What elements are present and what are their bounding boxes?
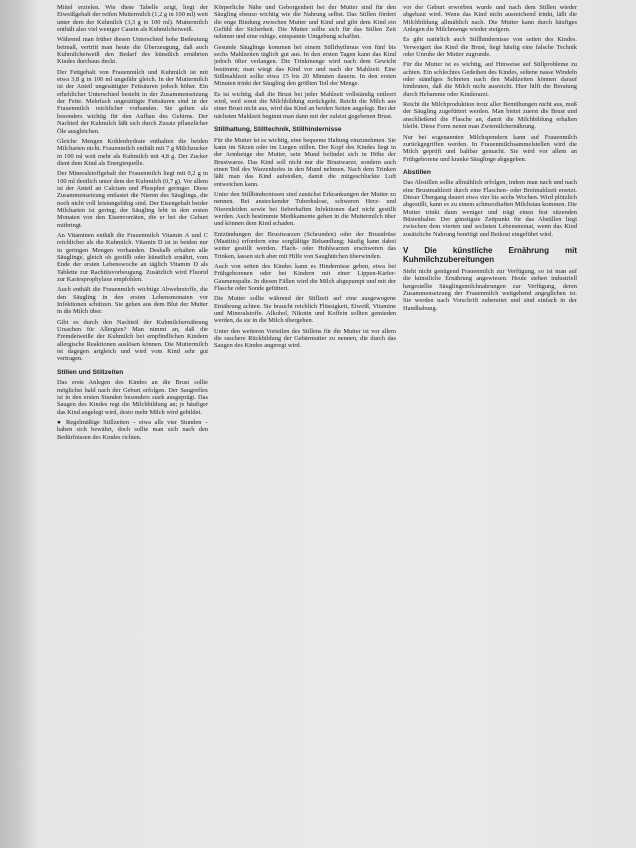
paragraph: Der Fettgehalt von Frauenmilch und Kuhmilch ist mit etwa 3,8 g in 100 ml ungefähr gleich. In der Muttermilch ist der Anteil ungesättigter Fettsäuren jedoch höher. Ein erheblicher Unterschied besteht in der Zusammensetzung der Fette. Mehrfach ungesättigte Fettsäuren sind in der Frauenmilch reichlicher vorhanden. Sie gelten als besonders wichtig für den Aufbau des Gehirns. Der Nachteil der Kuhmilch läßt sich durch Zusatz pflanzlicher Öle ausgleichen. xyxy=(57,68,208,135)
paragraph: Die Mutter sollte während der Stillzeit auf eine ausgewogene Ernährung achten. Sie braucht reichlich Flüssigkeit, Eiweiß, Vitamine und Mineralstoffe. Alkohol, Nikotin und Koffein sollten gemieden werden, da sie in die Milch übergehen. xyxy=(214,295,396,325)
paragraph: Auch enthält die Frauenmilch wichtige Abwehrstoffe, die den Säugling in den ersten Lebensmonaten vor Infektionen schützen. Sie gehen aus dem Blut der Mutter in die Milch über. xyxy=(57,286,208,316)
section-heading-stillen: Stillen und Stillzeiten xyxy=(57,368,124,376)
text-column-3 xyxy=(403,4,577,844)
paragraph: Der Mineralstoffgehalt der Frauenmilch liegt mit 0,2 g in 100 ml deutlich unter dem der Kuhmilch (0,7 g). Vor allem ist der Anteil an Calcium und Phosphor geringer. Diese Zusammensetzung entlastet die Nieren des Säuglings, die noch nicht voll leistungsfähig sind. Der Eisengehalt beider Milcharten ist gering; der Säugling lebt in den ersten Monaten von den Eisenvorräten, die er bei der Geburt mitbringt. xyxy=(57,170,208,229)
binding-shadow xyxy=(0,0,36,848)
paragraph: Das erste Anlegen des Kindes an die Brust sollte möglichst bald nach der Geburt erfolgen. Der Saugreflex ist in den ersten Stunden besonders stark ausgeprägt. Das Saugen des Kindes regt die Milchbildung an; je häufiger das Kind angelegt wird, desto mehr Milch wird gebildet. xyxy=(57,379,208,416)
paragraph: Es ist wichtig, daß die Brust bei jeder Mahlzeit vollständig entleert wird, weil sonst die Milchbildung zurückgeht. Reicht die Milch aus einer Brust nicht aus, wird das Kind an beiden Seiten angelegt. Bei der nächsten Mahlzeit beginnt man dann mit der zuletzt gegebenen Brust. xyxy=(214,90,396,120)
paragraph: Für die Mutter ist es wichtig, eine bequeme Haltung einzunehmen. Sie kann im Sitzen oder im Liegen stillen. Der Kopf des Kindes liegt in der Armbeuge der Mutter, sein Mund befindet sich in Höhe der Brustwarze. Das Kind soll nicht nur die Brustwarze, sondern auch einen Teil des Warzenhofes in den Mund nehmen. Nach dem Trinken läßt man das Kind aufstoßen, damit die mitgeschluckte Luft entweichen kann. xyxy=(214,136,396,188)
paragraph: Gesunde Säuglinge kommen bei einem Stillrhythmus von fünf bis sechs Mahlzeiten täglich gut aus. In den ersten Tagen kann das Kind jedoch öfter verlangen. Die Trinkmenge wird nach dem Gewicht bestimmt; man wiegt das Kind vor und nach der Mahlzeit. Eine Stillmahlzeit sollte etwa 15 bis 20 Minuten dauern. In den ersten Minuten trinkt der Säugling den größten Teil der Menge. xyxy=(214,43,396,88)
text-column-1 xyxy=(57,4,208,844)
paragraph: Nur bei sogenannten Milchspendern kann auf Frauenmilch zurückgegriffen werden. In Frauenmilchsammelstellen wird die Milch geprüft und haltbar gemacht. Sie wird vor allem an Frühgeborene und kranke Säuglinge abgegeben. xyxy=(403,133,577,163)
paragraph: Gleiche Mengen Kohlenhydrate enthalten die beiden Milcharten nicht. Frauenmilch enthält mit 7 g Milchzucker in 100 ml weit mehr als Kuhmilch mit 4,8 g. Der Zucker dient dem Kind als Energiequelle. xyxy=(57,137,208,167)
paragraph: Unter den Stillhindernissen sind zunächst Erkrankungen der Mutter zu nennen. Bei ansteckender Tuberkulose, schweren Herz- und Nierenleiden sowie bei fieberhaften Infektionen darf nicht gestillt werden. Auch bestimmte Medikamente gehen in die Muttermilch über und können dem Kind schaden. xyxy=(214,190,396,228)
section-heading-abstillen: Abstillen xyxy=(403,168,431,176)
paragraph: Gibt es durch den Nachteil der Kuhmilchernährung Ursachen für Allergien? Man nimmt an, daß die Fremdeiweiße der Kuhmilch bei empfindlichen Kindern allergische Reaktionen auslösen können. Die Muttermilch ist dagegen artgleich und wird vom Kind sehr gut vertragen. xyxy=(57,318,208,363)
paragraph: Das Abstillen sollte allmählich erfolgen, indem man nach und nach eine Brustmahlzeit durch eine Flaschen- oder Breimahlzeit ersetzt. Dieser Übergang dauert etwa vier bis sechs Wochen. Wird plötzlich abgestillt, kann es zu einem schmerzhaften Milchstau kommen. Die Mutter trinkt dann weniger und trägt einen fest sitzenden Büstenhalter. Der günstigste Zeitpunkt für das Abstillen liegt zwischen dem vierten und sechsten Lebensmonat, wenn das Kind zusätzliche Nahrung benötigt und Beikost eingeführt wird. xyxy=(403,179,577,238)
chapter-heading-kuenstliche-ernaehrung: V Die künstliche Ernährung mit Kuhmilchzubereitungen xyxy=(403,245,577,264)
paragraph: Körperliche Nähe und Geborgenheit bei der Mutter sind für den Säugling ebenso wichtig wie die Nahrung selbst. Das Stillen fördert die enge Bindung zwischen Mutter und Kind und gibt dem Kind ein Gefühl der Sicherheit. Die Mutter sollte sich für das Stillen Zeit nehmen und eine ruhige, entspannte Umgebung schaffen. xyxy=(214,4,396,41)
paragraph: Für die Mutter ist es wichtig, auf Hinweise auf Stillprobleme zu achten. Ein schlechtes Gedeihen des Kindes, seltene nasse Windeln oder ständiges Schreien nach den Mahlzeiten können darauf hindeuten, daß die Milch nicht ausreicht. Hier hilft die Beratung durch Hebamme oder Kinderarzt. xyxy=(403,61,577,98)
section-heading-stillhaltung: Stillhaltung, Stilltechnik, Stillhindernisse xyxy=(214,126,342,134)
paragraph: Auch von seiten des Kindes kann es Hindernisse geben, etwa bei Frühgeborenen oder bei Kindern mit einer Lippen-Kiefer-Gaumenspalte. In diesen Fällen wird die Milch abgepumpt und mit der Flasche oder Sonde gefüttert. xyxy=(214,263,396,293)
paragraph: Steht nicht genügend Frauenmilch zur Verfügung, so ist man auf die künstliche Ernährung angewiesen. Heute stehen industriell hergestellte Säuglingsmilchnahrungen zur Verfügung, deren Zusammensetzung der Frauenmilch weitgehend angeglichen ist. Sie werden nach Vorschrift zubereitet und sind einfach in der Handhabung. xyxy=(403,267,577,312)
paragraph: An Vitaminen enthält die Frauenmilch Vitamin A und C reichlicher als die Kuhmilch. Vitamin D ist in beiden nur in geringen Mengen vorhanden. Deshalb erhalten alle Säuglinge, gleich ob gestillt oder künstlich ernährt, vom Ende der ersten Lebenswoche an täglich Vitamin D als Tablette zur Rachitisvorbeugung. Zusätzlich wird Fluorid zur Kariesprophylaxe empfohlen. xyxy=(57,231,208,284)
text-column-2 xyxy=(214,4,396,844)
paragraph: vor der Geburt erworben wurde und nach dem Stillen wieder abgebaut wird. Wenn das Kind nicht ausreichend trinkt, läßt die Milchbildung allmählich nach. Die Mutter kann durch häufiges Anlegen die Milchmenge wieder steigern. xyxy=(403,4,577,34)
paragraph: Während man früher diesen Unterschied hohe Bedeutung beimaß, vertritt man heute die Überzeugung, daß auch Kuhmilcheiweiß den Bedarf des künstlich ernährten Kindes durchaus deckt. xyxy=(57,36,208,66)
paragraph: Reicht die Milchproduktion trotz aller Bemühungen nicht aus, muß der Säugling zugefüttert werden. Man bietet zuerst die Brust und anschließend die Flasche an, damit die Milchbildung erhalten bleibt. Diese Form nennt man Zwiemilchernährung. xyxy=(403,101,577,131)
paragraph: Unter den weiteren Vorteilen des Stillens für die Mutter ist vor allem die raschere Rückbildung der Gebärmutter zu nennen, die durch das Saugen des Kindes angeregt wird. xyxy=(214,327,396,350)
paragraph: Entzündungen der Brustwarzen (Schrunden) oder der Brustdrüse (Mastitis) erfordern eine sorgfältige Behandlung; häufig kann dabei weiter gestillt werden. Flach- oder Hohlwarzen erschweren das Trinken, lassen sich aber mit Hilfe von Saughütchen überwinden. xyxy=(214,230,396,260)
paragraph: Es gibt natürlich auch Stillhindernisse von seiten des Kindes. Verweigert das Kind die Brust, liegt häufig eine falsche Technik oder Unruhe der Mutter zugrunde. xyxy=(403,36,577,59)
paragraph: Mittel erzielen. Wie diese Tabelle zeigt, liegt der Eiweißgehalt der reifen Muttermilch (1,2 g in 100 ml) weit unter dem der Kuhmilch (3,3 g in 100 ml). Muttermilch enthält also viel weniger Casein als Kuhmilcheiweiß. xyxy=(57,4,208,34)
paragraph: ● Regelmäßige Stillzeiten – etwa alle vier Stunden – haben sich bewährt, doch sollte man sich nach den Bedürfnissen des Kindes richten. xyxy=(57,418,208,441)
